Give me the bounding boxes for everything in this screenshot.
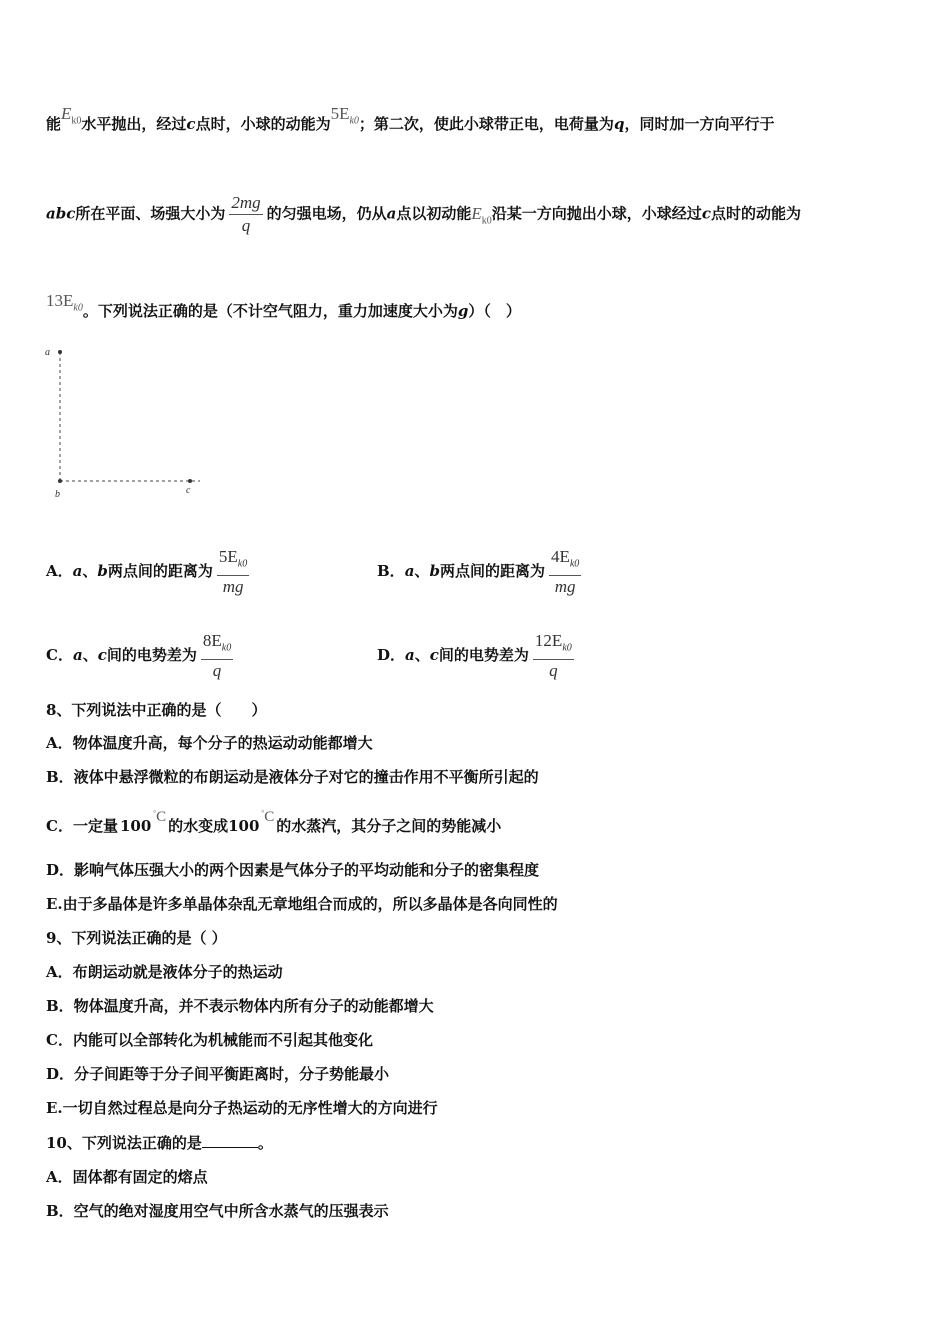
var-c: c xyxy=(701,204,711,223)
text: 的水变成 xyxy=(168,817,229,835)
energy-13ek0: $13E_{k0}$ xyxy=(46,291,83,314)
text: 水平抛出，经过 xyxy=(81,115,187,133)
var: c xyxy=(97,646,107,665)
text: 两点间的距离为 xyxy=(107,562,213,581)
q7-option-b xyxy=(377,546,585,598)
text: 间的电势差为 xyxy=(106,646,197,665)
q7-option-c xyxy=(46,630,237,682)
q8-option-b: B．液体中悬浮微粒的布朗运动是液体分子对它的撞击作用不平衡所引起的 xyxy=(46,768,539,786)
q8-option-a: A．物体温度升高，每个分子的热运动动能都增大 xyxy=(46,734,373,752)
var-g: g xyxy=(457,302,469,320)
var-a: a xyxy=(386,204,397,223)
var-c: c xyxy=(186,115,196,133)
q9-stem: 9、下列说法正确的是（ ） xyxy=(46,929,227,947)
q10-option-b: B．空气的绝对湿度用空气中所含水蒸气的压强表示 xyxy=(46,1202,389,1220)
point-b xyxy=(58,479,62,483)
text: 的水蒸汽，其分子之间的势能减小 xyxy=(276,817,502,835)
q8-option-c xyxy=(46,809,502,837)
answer-blank[interactable] xyxy=(202,1133,258,1148)
text: 所在平面、场强大小为 xyxy=(75,204,226,223)
q8-option-d: D．影响气体压强大小的两个因素是气体分子的平均动能和分子的密集程度 xyxy=(46,861,540,879)
fraction-2mg-over-q: $\frac{2mg}{q}$ xyxy=(231,193,261,235)
text: 沿某一方向抛出小球，小球经过 xyxy=(491,204,702,223)
fraction: $\frac{4E_{k0}}{mg}$ xyxy=(550,547,580,597)
label-b: b xyxy=(55,489,60,500)
text: 点以初动能 xyxy=(396,204,472,223)
ek0-symbol: $E_{k0}$ xyxy=(61,104,82,127)
celsius-unit: °C xyxy=(261,809,275,825)
var: b xyxy=(97,562,108,581)
text: 间的电势差为 xyxy=(438,646,529,665)
q7-stem-line-2 xyxy=(46,192,801,237)
var: a xyxy=(404,562,415,581)
celsius-unit: °C xyxy=(153,809,167,825)
text: C．一定量 xyxy=(46,817,118,835)
q9-option-d: D．分子间距等于分子间平衡距离时，分子势能最小 xyxy=(46,1065,390,1083)
q9-option-b: B．物体温度升高，并不表示物体内所有分子的动能都增大 xyxy=(46,997,434,1015)
text: ，同时加一方向平行于 xyxy=(624,115,775,133)
text: 、 xyxy=(414,562,430,581)
text: 。 xyxy=(257,1134,273,1152)
energy-5ek0: $5E_{k0}$ xyxy=(330,104,359,127)
var: a xyxy=(72,646,83,665)
var: a xyxy=(72,562,83,581)
text: 。下列说法正确的是（不计空气阻力，重力加速度大小为 xyxy=(82,302,458,320)
var-q: q xyxy=(613,115,625,133)
q9-option-a: A．布朗运动就是液体分子的热运动 xyxy=(46,963,283,981)
var: c xyxy=(429,646,439,665)
text: 两点间的距离为 xyxy=(439,562,545,581)
var-abc: abc xyxy=(46,204,76,223)
text: 的匀强电场，仍从 xyxy=(266,204,387,223)
q9-option-e: E.一切自然过程总是向分子热运动的无序性增大的方向进行 xyxy=(46,1099,438,1117)
label-c: c xyxy=(186,485,191,496)
q10-stem xyxy=(46,1133,273,1153)
q7-stem-line-1 xyxy=(46,104,775,141)
number: 100 xyxy=(228,817,260,835)
text: 、 xyxy=(82,562,98,581)
text: 能 xyxy=(46,115,62,133)
text: ）（ ） xyxy=(468,302,521,320)
q9-option-c: C．内能可以全部转化为机械能而不引起其他变化 xyxy=(46,1031,373,1049)
text: 、 xyxy=(82,646,98,665)
fraction: $\frac{8E_{k0}}{q}$ xyxy=(202,631,232,681)
text: 点时，小球的动能为 xyxy=(195,115,331,133)
var: b xyxy=(429,562,440,581)
q10-option-a: A．固体都有固定的熔点 xyxy=(46,1168,208,1186)
var: a xyxy=(405,646,415,665)
ek0-symbol: $E_{k0}$ xyxy=(471,203,492,226)
fraction: $\frac{5E_{k0}}{mg}$ xyxy=(218,547,248,597)
point-a xyxy=(58,350,62,354)
option-label: B． xyxy=(377,562,405,581)
option-label: C． xyxy=(46,646,73,665)
q7-option-d xyxy=(377,630,578,682)
q7-option-a xyxy=(46,546,253,598)
text: 、 xyxy=(414,646,430,665)
q7-stem-line-3 xyxy=(46,291,521,328)
abc-diagram xyxy=(40,340,210,505)
option-label: D． xyxy=(377,646,406,665)
option-label: A． xyxy=(46,562,73,581)
fraction: $\frac{12E_{k0}}{q}$ xyxy=(534,631,572,681)
text: 点时的动能为 xyxy=(710,204,801,223)
q8-stem: 8、下列说法中正确的是（ ） xyxy=(46,701,267,719)
q8-option-e: E.由于多晶体是许多单晶体杂乱无章地组合而成的，所以多晶体是各向同性的 xyxy=(46,895,558,913)
label-a: a xyxy=(45,347,50,358)
text: 10、下列说法正确的是 xyxy=(46,1134,202,1152)
number: 100 xyxy=(119,817,152,835)
point-c xyxy=(188,479,192,483)
text: ；第二次，使此小球带正电，电荷量为 xyxy=(358,115,614,133)
